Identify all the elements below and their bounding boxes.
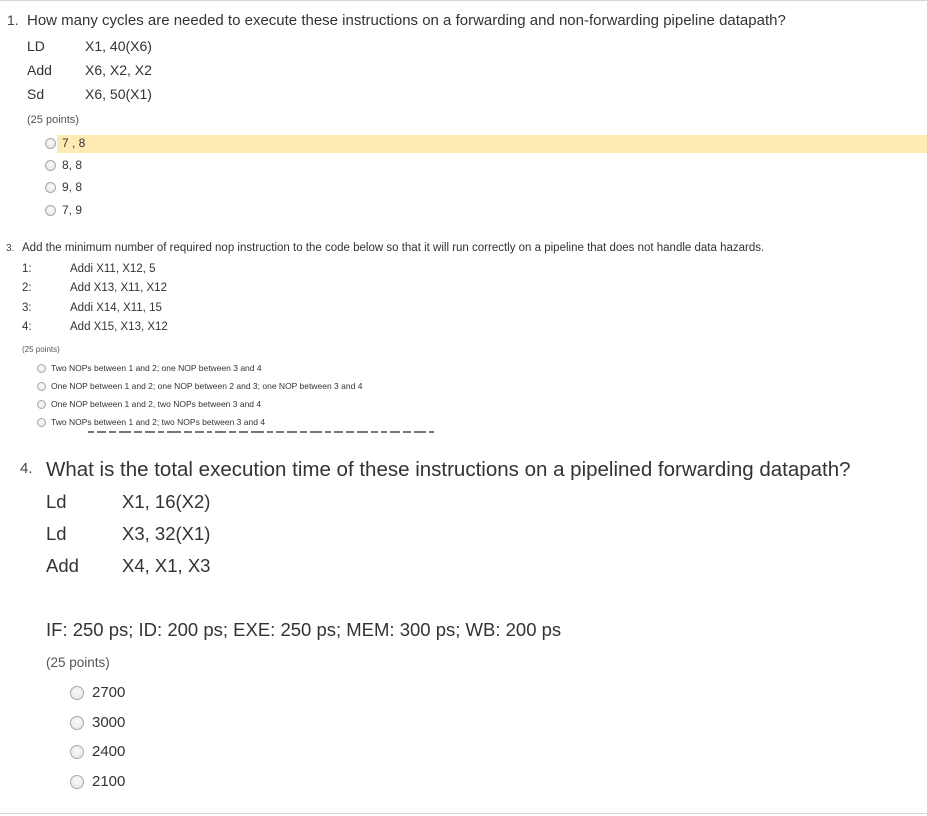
q3-option-4[interactable] (37, 417, 265, 427)
radio-button-icon[interactable] (37, 364, 46, 373)
code-instruction: Addi X14, X11, 15 (70, 302, 162, 314)
code-opcode: Ld (46, 523, 67, 544)
question-1-points: (25 points) (27, 114, 79, 126)
option-highlight (57, 135, 927, 153)
q1-option-1[interactable] (45, 136, 85, 150)
q1-option-4[interactable] (45, 203, 82, 217)
code-operands: X1, 16(X2) (122, 491, 211, 512)
code-operands: X6, 50(X1) (85, 86, 152, 102)
radio-button-icon[interactable] (45, 182, 56, 193)
question-3-number: 3. (6, 243, 15, 254)
radio-button-icon[interactable] (70, 716, 84, 730)
radio-button-icon[interactable] (37, 400, 46, 409)
radio-button-icon[interactable] (37, 418, 46, 427)
q3-option-3[interactable] (37, 399, 261, 409)
question-4-number: 4. (20, 460, 33, 477)
option-label: Two NOPs between 1 and 2; one NOP between 3 and 4 (51, 363, 262, 373)
option-label: 3000 (92, 714, 126, 731)
code-operands: X4, X1, X3 (122, 555, 211, 576)
radio-button-icon[interactable] (37, 382, 46, 391)
code-opcode: Sd (27, 86, 45, 102)
code-opcode: Add (46, 555, 79, 576)
code-line-number: 3: (22, 302, 32, 314)
radio-button-icon[interactable] (45, 160, 56, 171)
option-label: One NOP between 1 and 2; one NOP between 2 and 3; one NOP between 3 and 4 (51, 381, 363, 391)
code-opcode: Ld (46, 491, 67, 512)
question-1-number: 1. (7, 12, 19, 28)
code-line-number: 1: (22, 263, 32, 275)
q1-option-3[interactable] (45, 180, 82, 194)
code-operands: X6, X2, X2 (85, 62, 152, 78)
option-label: One NOP between 1 and 2, two NOPs between 3 and 4 (51, 399, 262, 409)
code-instruction: Addi X11, X12, 5 (70, 263, 156, 275)
code-instruction: Add X15, X13, X12 (70, 321, 168, 333)
q4-option-3[interactable] (70, 743, 125, 760)
question-1-text: How many cycles are needed to execute these instructions on a forwarding and non-forwarding pipeline datapath? (27, 12, 786, 29)
radio-button-icon[interactable] (45, 205, 56, 216)
code-instruction: Add X13, X11, X12 (70, 282, 167, 294)
q4-option-2[interactable] (70, 714, 125, 731)
question-3-points: (25 points) (22, 345, 60, 354)
radio-button-icon[interactable] (70, 686, 84, 700)
q1-option-2[interactable] (45, 158, 82, 172)
option-label: 2100 (92, 773, 126, 790)
question-4-text: What is the total execution time of these instructions on a pipelined forwarding datapath? (46, 458, 851, 481)
q4-option-1[interactable] (70, 684, 125, 701)
option-label: Two NOPs between 1 and 2; two NOPs between 3 and 4 (51, 417, 266, 427)
question-3-text: Add the minimum number of required nop instruction to the code below so that it will run correctly on a pipeline that does not handle data hazards. (22, 242, 765, 254)
code-opcode: LD (27, 38, 45, 54)
code-operands: X1, 40(X6) (85, 38, 152, 54)
code-line-number: 4: (22, 321, 32, 333)
radio-button-icon[interactable] (70, 745, 84, 759)
code-line-number: 2: (22, 282, 32, 294)
radio-button-icon[interactable] (45, 138, 56, 149)
option-label: 8, 8 (62, 158, 83, 172)
code-operands: X3, 32(X1) (122, 523, 211, 544)
option-label: 9, 8 (62, 180, 83, 194)
bottom-divider (0, 813, 927, 814)
option-label: 2400 (92, 743, 126, 760)
option-label: 7, 9 (62, 203, 83, 217)
clipped-text-fragment (88, 431, 483, 435)
q3-option-2[interactable] (37, 381, 362, 391)
option-label: 2700 (92, 684, 126, 701)
q3-option-1[interactable] (37, 363, 262, 373)
question-4-points: (25 points) (46, 655, 110, 670)
timing-spec: IF: 250 ps; ID: 200 ps; EXE: 250 ps; MEM: 300 ps; WB: 200 ps (46, 619, 562, 640)
q4-option-4[interactable] (70, 773, 125, 790)
code-opcode: Add (27, 62, 52, 78)
option-label: 7 , 8 (62, 136, 86, 150)
radio-button-icon[interactable] (70, 775, 84, 789)
